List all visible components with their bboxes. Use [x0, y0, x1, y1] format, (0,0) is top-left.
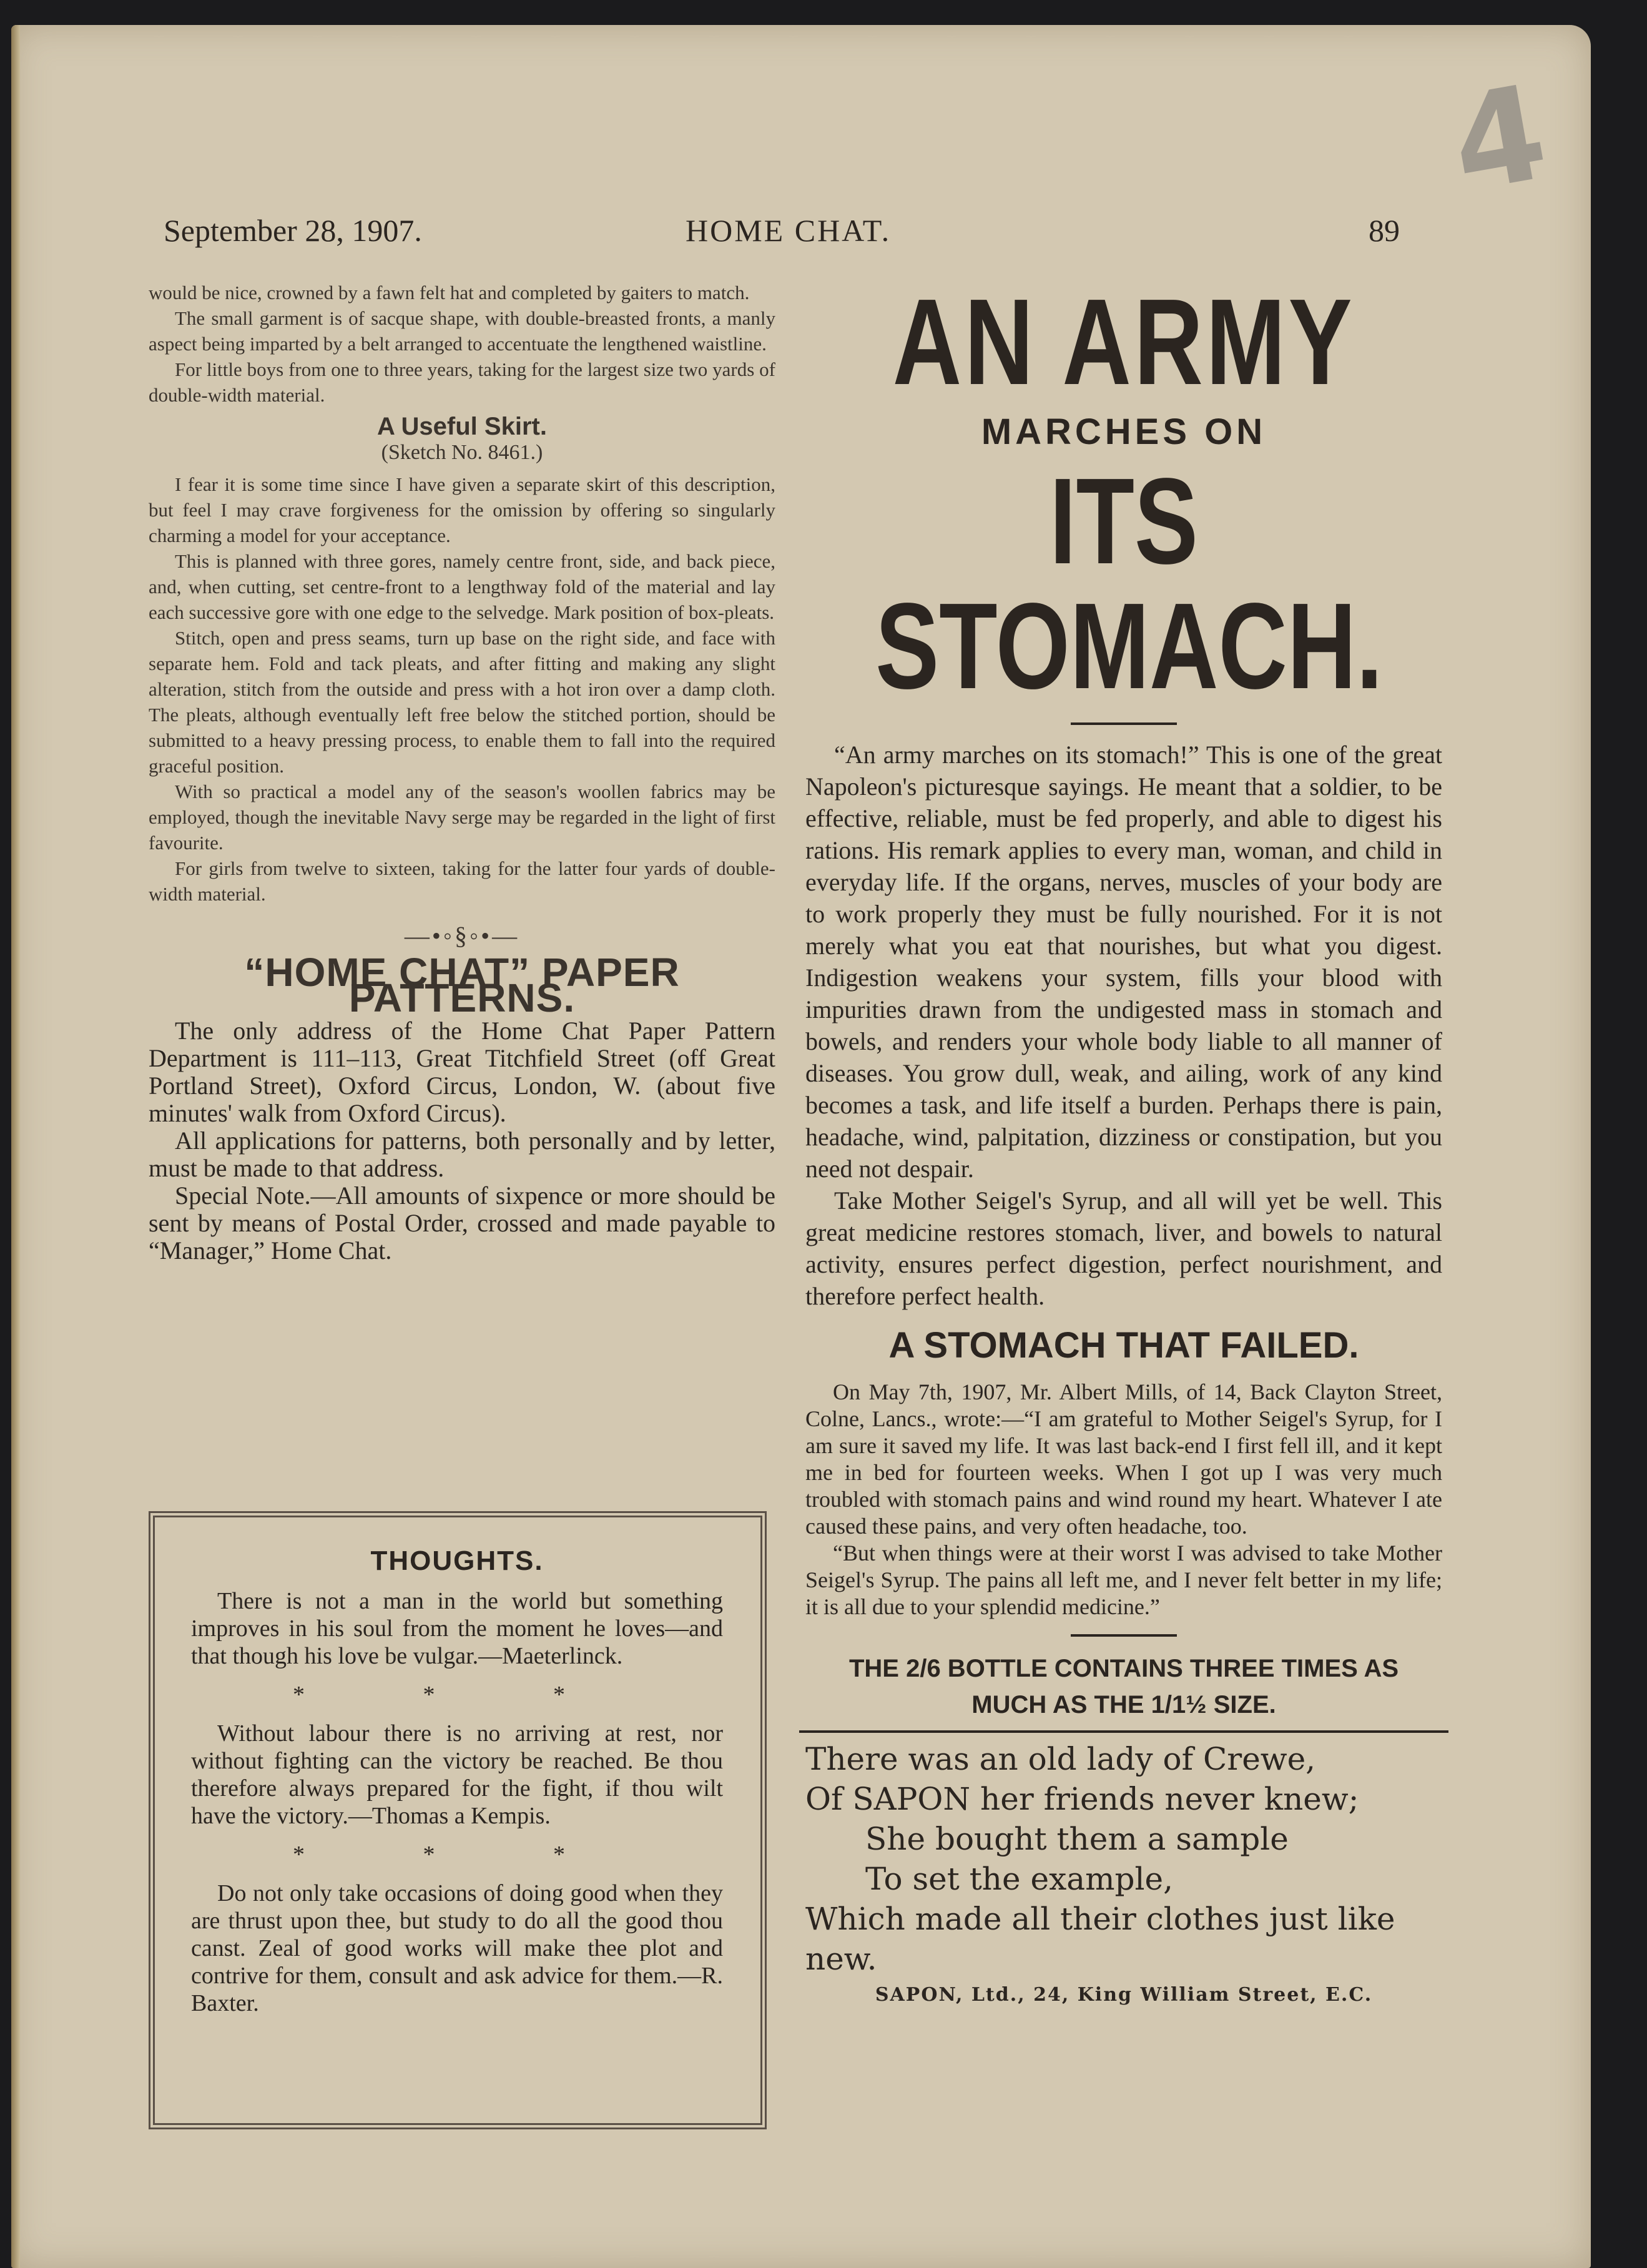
- advert-para: “An army marches on its stomach!” This is one of the great Napoleon's picturesque sayings. He meant that a soldier, to be effective, reliable, must be fed properly, and able to digest his rations. His remark applies to every man, woman, and child in everyday life. If the organs, nerves, muscles of your body are to work properly they must be fully nourished. For it is not merely what you eat that nourishes, but what you digest. Indigestion weakens your system, fills your blood with impurities drawn from the undigested mass in stomach and bowels, and renders your whole body liable to all manner of diseases. You grow dull, weak, and ailing, work of any kind becomes a task, and life itself a burden. Perhaps there is pain, headache, wind, palpitation, dizziness or constipation, but you need not despair.: [805, 741, 1442, 1183]
- skirt-sketch-number: (Sketch No. 8461.): [381, 441, 543, 464]
- separator-stars: * * *: [293, 1842, 621, 1868]
- poem-line: There was an old lady of Crewe,: [805, 1741, 1316, 1777]
- intro-para: The small garment is of sacque shape, with double-breasted fronts, a manly aspect being imparted by a belt arranged to accentuate the lengthened waistline.: [149, 307, 775, 355]
- patterns-section: [149, 1017, 775, 1265]
- separator-stars: * * *: [293, 1682, 621, 1708]
- testimonial-para: “But when things were at their worst I was advised to take Mother Seigel's Syrup. The pains all left me, and I never felt better in my life; it is all due to your splendid medicine.”: [805, 1541, 1442, 1619]
- sapon-poem: [805, 1739, 1442, 1979]
- quote-baxter: Do not only take occasions of doing good when they are thrust upon thee, but study to do all the good thou canst. Zeal of good works will make thee plot and contrive for them, consult and ask advice for them.—R. Baxter.: [191, 1880, 723, 2016]
- poem-line: Of SAPON her friends never knew;: [805, 1781, 1359, 1817]
- skirt-para: I fear it is some time since I have given a separate skirt of this description, but feel I may crave forgiveness for the omission by offering so singularly charming a model for your acceptance.: [149, 473, 775, 546]
- bottle-notice: [805, 1650, 1442, 1723]
- patterns-para: Special Note.—All amounts of sixpence or more should be sent by means of Postal Order, crossed and made payable to “Manager,” Home Chat.: [149, 1181, 775, 1265]
- right-column-advert: [805, 274, 1442, 2006]
- advert-body: [805, 739, 1442, 1312]
- left-column: [149, 280, 775, 1265]
- headline-marches: MARCHES ON: [981, 412, 1267, 452]
- quote-maeterlinck: There is not a man in the world but something improves in his soul from the moment he loves—and that though his love be vulgar.—Maeterlinck.: [191, 1588, 723, 1669]
- full-rule: [799, 1730, 1448, 1733]
- skirt-para: For girls from twelve to sixteen, taking for the latter four yards of double-width material.: [149, 857, 775, 905]
- testimonial-para: On May 7th, 1907, Mr. Albert Mills, of 14, Back Clayton Street, Colne, Lancs., wrote:—“I am grateful to Mother Seigel's Syrup, for I am sure it saved my life. It was last back-end I first fell ill, and it kept me in bed for fourteen weeks. When I got up I was very much troubled with stomach pains and wind round my heart. Whatever I ate caused these pains, and very often headache, too.: [805, 1379, 1442, 1539]
- poem-line: Which made all their clothes just like new.: [805, 1901, 1395, 1977]
- skirt-para: Stitch, open and press seams, turn up base on the right side, and face with separate hem. Fold and tack pleats, and after fitting and making any slight alteration, stitch from the outside and press with a hot iron over a damp cloth. The pleats, although eventually left free below the stitched portion, should be submitted to a heavy pressing process, to enable them to fall into the required graceful position.: [149, 627, 775, 777]
- intro-para: For little boys from one to three years, taking for the largest size two yards of double-width material.: [149, 358, 775, 406]
- short-rule: [1071, 722, 1177, 725]
- advert-para: Take Mother Seigel's Syrup, and all will yet be well. This great medicine restores stomach, liver, and bowels to natural activity, ensures perfect digestion, perfect nourishment, and therefore perfect health.: [805, 1186, 1442, 1310]
- skirt-para: This is planned with three gores, namely centre front, side, and back piece, and, when cutting, set centre-front to a lengthway fold of the material and lay each successive gore with one edge to the selvedge. Mark position of box-pleats.: [149, 550, 775, 623]
- skirt-heading: A Useful Skirt.: [377, 413, 547, 440]
- quote-kempis: Without labour there is no arriving at rest, nor without fighting can the victory be reached. Be thou therefore always prepared for the fight, if thou wilt have the victory.—Thomas a Kempis.: [191, 1720, 723, 1829]
- margin-mark: 4: [1440, 56, 1558, 222]
- poem-line: To set the example,: [865, 1861, 1173, 1897]
- bottle-line: THE 2/6 BOTTLE CONTAINS THREE TIMES AS: [848, 1655, 1399, 1682]
- intro-para: would be nice, crowned by a fawn felt hat and completed by gaiters to match.: [149, 282, 750, 303]
- bottle-line: MUCH AS THE 1/1½ SIZE.: [971, 1691, 1276, 1718]
- headline-stomach: ITS STOMACH.: [875, 453, 1383, 714]
- poem-line: She bought them a sample: [865, 1821, 1289, 1857]
- page-number: 89: [1369, 213, 1400, 248]
- patterns-para: The only address of the Home Chat Paper Pattern Department is 111–113, Great Titchfield Street (off Great Portland Street), Oxford Circus, London, W. (about five minutes' walk from Oxford Circus).: [149, 1017, 775, 1127]
- thoughts-box: [149, 1511, 767, 2129]
- patterns-para: All applications for patterns, both personally and by letter, must be made to that address.: [149, 1127, 775, 1182]
- binding-edge: [11, 25, 20, 2268]
- failed-heading: A STOMACH THAT FAILED.: [888, 1325, 1359, 1366]
- patterns-heading: “HOME CHAT” PAPER PATTERNS.: [244, 950, 680, 1020]
- thoughts-heading: THOUGHTS.: [370, 1546, 544, 1576]
- publication-title: HOME CHAT.: [686, 213, 892, 248]
- testimonial: [805, 1379, 1442, 1620]
- skirt-para: With so practical a model any of the season's woollen fabrics may be employed, though the inevitable Navy serge may be regarded in the light of first favourite.: [149, 781, 775, 854]
- issue-date: September 28, 1907.: [164, 213, 422, 248]
- section-ornament: —•◦§◦•—: [404, 922, 520, 950]
- headline-army: AN ARMY: [892, 274, 1355, 410]
- sapon-address: SAPON, Ltd., 24, King William Street, E.C.: [875, 1984, 1373, 2006]
- short-rule: [1071, 1634, 1177, 1637]
